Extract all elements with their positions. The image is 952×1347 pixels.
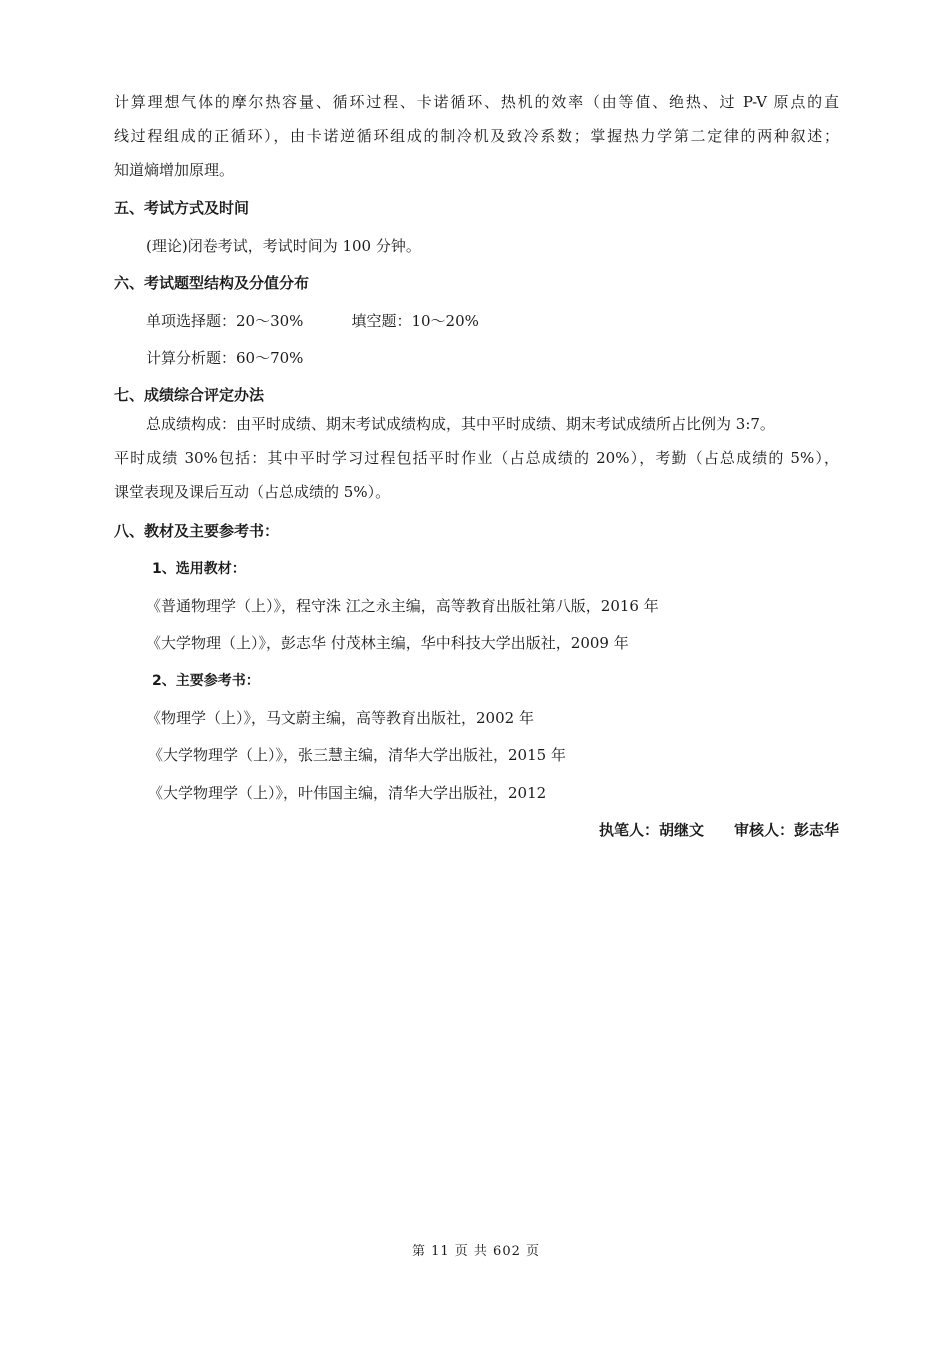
page-number-footer: 第 11 页 共 602 页 [411,1244,541,1259]
textbook-item: 《大学物理（上）》，彭志华 付茂林主编，华中科技大学出版社，2009 年 [146,634,629,652]
grading-line-2: 平时成绩 30%包括：其中平时学习过程包括平时作业（占总成绩的 20%），考勤（占总成绩的 5%）， [114,449,839,467]
reviewer-signature: 审核人：彭志华 [733,821,839,839]
signature-line [599,820,839,840]
references-heading: 2、主要参考书： [152,673,260,689]
author-signature: 执笔人：胡继文 [598,821,704,839]
intro-line-1: 计算理想气体的摩尔热容量、循环过程、卡诺循环、热机的效率（由等值、绝热、过 P-V 原点的直 [114,93,839,111]
reference-item: 《大学物理学（上）》，叶伟国主编，清华大学出版社，2012 [148,784,547,802]
section-6-heading: 六、考试题型结构及分值分布 [114,274,310,292]
intro-line-3: 知道熵增加原理。 [114,161,235,179]
section-8-heading: 八、教材及主要参考书： [114,522,280,540]
section-5-heading: 五、考试方式及时间 [114,199,250,217]
reference-item: 《物理学（上）》，马文蔚主编，高等教育出版社，2002 年 [146,709,534,727]
grading-line-3: 课堂表现及课后互动（占总成绩的 5%）。 [114,483,391,501]
calc-question-share: 计算分析题：60～70% [146,349,304,367]
intro-line-2: 线过程组成的正循环），由卡诺逆循环组成的制冷机及致冷系数；掌握热力学第二定律的两种叙述； [114,127,839,145]
textbook-item: 《普通物理学（上）》，程守洙 江之永主编，高等教育出版社第八版，2016 年 [146,597,659,615]
reference-item: 《大学物理学（上）》，张三慧主编，清华大学出版社，2015 年 [148,746,566,764]
fill-question-share: 填空题：10～20% [351,312,479,330]
grading-line-1: 总成绩构成：由平时成绩、期末考试成绩构成，其中平时成绩、期末考试成绩所占比例为 3:7。 [146,415,775,433]
textbooks-heading: 1、选用教材： [152,561,246,577]
section-5-body: (理论)闭卷考试，考试时间为 100 分钟。 [146,237,421,255]
choice-question-share: 单项选择题：20～30% [146,312,304,330]
section-7-heading: 七、成绩综合评定办法 [114,386,265,404]
exam-structure-row-1 [146,311,479,331]
